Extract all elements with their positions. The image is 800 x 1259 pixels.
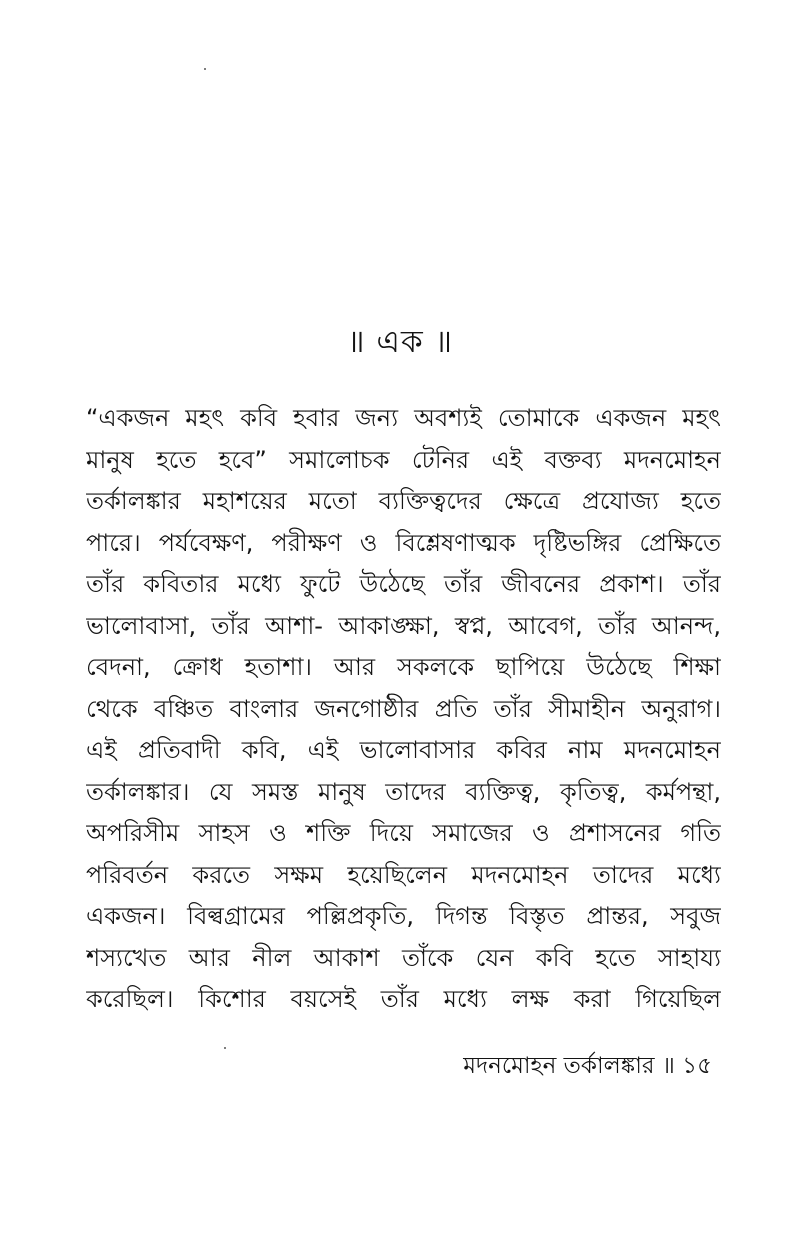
paragraph-line: তর্কালঙ্কার। যে সমস্ত মানুষ তাদের ব্যক্তিত্ব, কৃতিত্ব, কর্মপন্থা, xyxy=(86,777,721,806)
body-paragraph xyxy=(86,398,721,1021)
paragraph-line: করেছিল। কিশোর বয়সেই তাঁর মধ্যে লক্ষ করা গিয়েছিল xyxy=(86,985,721,1013)
paragraph-line: শস্যখেত আর নীল আকাশ তাঁকে যেন কবি হতে সাহায্য xyxy=(86,943,721,972)
print-speck xyxy=(224,1047,226,1049)
paragraph-line: বেদনা, ক্রোধ হতাশা। আর সকলকে ছাপিয়ে উঠেছে শিক্ষা xyxy=(86,653,721,681)
paragraph-line: “একজন মহৎ কবি হবার জন্য অবশ্যই তোমাকে একজন মহৎ xyxy=(86,404,721,432)
paragraph-line: থেকে বঞ্চিত বাংলার জনগোষ্ঠীর প্রতি তাঁর সীমাহীন অনুরাগ। xyxy=(86,694,721,723)
chapter-heading: ॥ এক ॥ xyxy=(346,324,454,360)
paragraph-line: অপরিসীম সাহস ও শক্তি দিয়ে সমাজের ও প্রশাসনের গতি xyxy=(86,819,721,847)
paragraph-line: ভালোবাসা, তাঁর আশা- আকাঙ্ক্ষা, স্বপ্ন, আবেগ, তাঁর আনন্দ, xyxy=(86,611,721,640)
running-footer: মদনমোহন তর্কালঙ্কার ॥ ১৫ xyxy=(463,1053,712,1079)
paragraph-line: তাঁর কবিতার মধ্যে ফুটে উঠেছে তাঁর জীবনের প্রকাশ। তাঁর xyxy=(86,570,721,598)
paragraph-line: একজন। বিল্বগ্রামের পল্লিপ্রকৃতি, দিগন্ত বিস্তৃত প্রান্তর, সবুজ xyxy=(86,902,721,930)
paragraph-line: পারে। পর্যবেক্ষণ, পরীক্ষণ ও বিশ্লেষণাত্মক দৃষ্টিভঙ্গির প্রেক্ষিতে xyxy=(86,528,721,557)
paragraph-line: মানুষ হতে হবে” সমালোচক টেনির এই বক্তব্য মদনমোহন xyxy=(86,445,721,474)
paragraph-line: এই প্রতিবাদী কবি, এই ভালোবাসার কবির নাম মদনমোহন xyxy=(86,736,721,764)
paragraph-line: তর্কালঙ্কার মহাশয়ের মতো ব্যক্তিত্বদের ক্ষেত্রে প্রযোজ্য হতে xyxy=(86,487,721,515)
print-speck xyxy=(204,68,206,70)
paragraph-line: পরিবর্তন করতে সক্ষম হয়েছিলেন মদনমোহন তাদের মধ্যে xyxy=(86,860,721,889)
